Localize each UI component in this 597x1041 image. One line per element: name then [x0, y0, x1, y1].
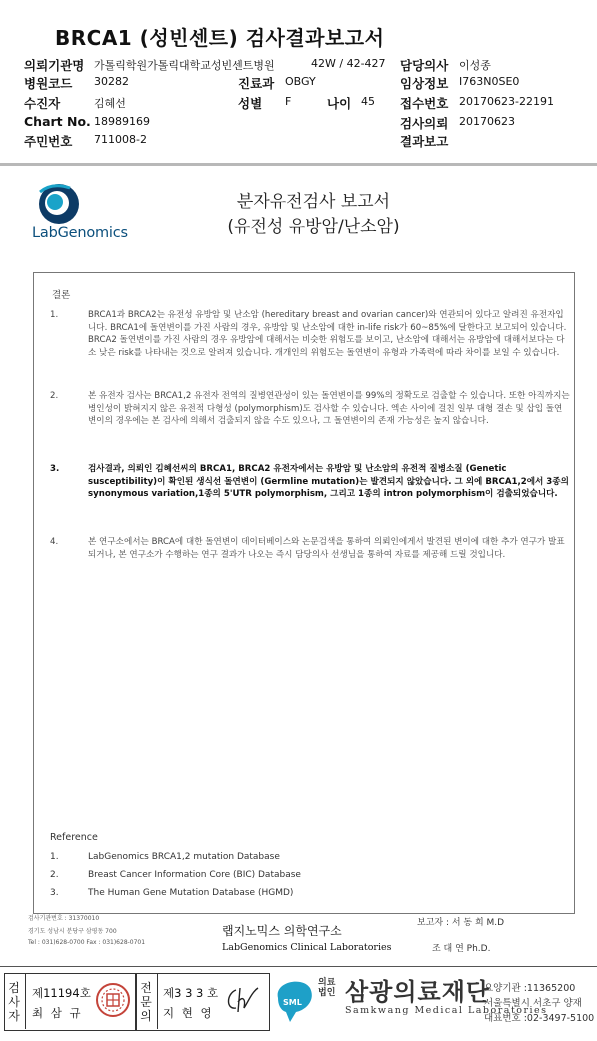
report-title: BRCA1 (성빈센트) 검사결과보고서	[55, 26, 385, 50]
org-phone: 대표번호 :02-3497-5100	[484, 1013, 595, 1024]
org-type: 의료법인	[318, 978, 336, 998]
value-receipt-no: 20170623-22191	[459, 95, 554, 108]
label-result-report: 결과보고	[400, 134, 449, 149]
specialist-license: 제3 3 3 호	[163, 986, 219, 1000]
specialist-name: 지 현 영	[163, 1006, 214, 1020]
label-resident-no: 주민번호	[24, 134, 73, 149]
label-department: 진료과	[238, 76, 275, 91]
org-address: 서울특별시 서초구 양재	[484, 998, 582, 1009]
value-chart-no: 18989169	[94, 115, 150, 128]
value-institution: 가톨릭학원가톨릭대학교성빈센트병원	[94, 59, 275, 72]
item-number: 2.	[50, 391, 59, 401]
divider	[0, 163, 597, 166]
specialist-label: 전문의	[140, 981, 152, 1023]
item-text: 본 유전자 검사는 BRCA1,2 유전자 전역의 질병연관성이 있는 돌연변이를 99%의 정확도로 검출할 수 있습니다. 또한 아직까지는 병인성이 밝혀지지 않은 유전적 다형성 (polymorphism)도 검사할 수 있습니다. 엑손 사이에 걸친 일부 대형 결손 및 삽입 돌연변이의 경우에는 본 검사에 의해서 검출되지 않을 수도 있으나, 그 돌연변이의 존재 가능성은 높지 않습니다.	[88, 391, 570, 427]
examiner-license: 제11194호	[32, 986, 91, 1000]
label-doctor: 담당의사	[400, 58, 449, 73]
value-doctor: 이성종	[459, 59, 491, 72]
value-age: 45	[361, 95, 375, 108]
value-clinical-info: I763N0SE0	[459, 75, 520, 88]
org-name-english: Samkwang Medical Laboratories	[345, 1005, 548, 1016]
labgenomics-logo-text: LabGenomics	[32, 225, 128, 241]
item-number: 3.	[50, 464, 60, 474]
label-request-date: 검사의뢰	[400, 116, 449, 131]
value-resident-no: 711008-2	[94, 133, 147, 146]
lab-address: 경기도 성남시 분당구 삼평동 700	[28, 928, 117, 935]
label-receipt-no: 접수번호	[400, 96, 449, 111]
value-request-date: 20170623	[459, 115, 515, 128]
label-chart-no: Chart No.	[24, 114, 91, 129]
item-text: 본 연구소에서는 BRCA에 대한 돌연변이 데이터베이스와 논문검색을 통하여 의뢰인에게서 발견된 변이에 대한 추가 연구가 발표되거나, 본 연구소가 수행하는 연구 결과가 나오는 즉시 담당의사 선생님을 통하여 자료를 제공해 드릴 것입니다.	[88, 537, 565, 560]
label-clinical-info: 임상정보	[400, 76, 449, 91]
value-ward: 42W / 42-427	[311, 57, 386, 70]
signature-icon	[222, 984, 262, 1016]
item-text: 검사결과, 의뢰인 김혜선씨의 BRCA1, BRCA2 유전자에서는 유방암 및 난소암의 유전적 질병소질 (Genetic susceptibility)이 확인된 생식선 돌연변이 (Germline mutation)는 발견되지 않았습니다. 그 외에 BRCA1,2에서 3종의 synonymous variation,1종의 5'UTR polymorphism, 그리고 1종의 intron polymorphism이 검출되었습니다.	[88, 464, 569, 500]
org-name: 삼광의료재단	[345, 978, 491, 1006]
lab-phone: Tel : 031)628-0700 Fax : 031)628-0701	[28, 939, 146, 946]
value-department: OBGY	[285, 75, 316, 88]
examiner-label: 검사자	[8, 981, 20, 1023]
reference-label: Reference	[50, 832, 98, 843]
org-care-code: 요양기관 :11365200	[484, 983, 576, 994]
report-sub-title: (유전성 유방암/난소암)	[227, 217, 400, 237]
report-main-title: 분자유전검사 보고서	[236, 192, 391, 212]
divider	[157, 973, 158, 1029]
seal-stamp-icon	[95, 982, 131, 1018]
ref-text: The Human Gene Mutation Database (HGMD)	[88, 888, 294, 898]
ref-number: 2.	[50, 870, 59, 880]
lab-license-no: 검사기관번호 : 31370010	[28, 915, 100, 922]
ref-number: 3.	[50, 888, 59, 898]
ref-number: 1.	[50, 852, 59, 862]
value-hospital-code: 30282	[94, 75, 129, 88]
examiner-name: 최 삼 규	[32, 1006, 83, 1020]
divider	[25, 973, 26, 1029]
lab-name-english: LabGenomics Clinical Laboratories	[222, 942, 392, 953]
label-sex: 성별	[238, 96, 263, 111]
sml-logo-icon	[272, 976, 316, 1026]
conclusion-label: 결론	[52, 290, 71, 301]
reporter-1: 보고자 : 서 동 희 M.D	[417, 918, 505, 928]
ref-text: Breast Cancer Information Core (BIC) Database	[88, 870, 301, 880]
ref-text: LabGenomics BRCA1,2 mutation Database	[88, 852, 280, 862]
label-hospital-code: 병원코드	[24, 76, 73, 91]
value-sex: F	[285, 95, 292, 108]
item-text: BRCA1과 BRCA2는 유전성 유방암 및 난소암 (hereditary breast and ovarian cancer)와 연관되어 있다고 알려진 유전자입니다. BRCA1에 돌연변이를 가진 사람의 경우, 유방암 및 난소암에 대한 in-life risk가 60~85%에 달한다고 보고되어 있습니다. BRCA2 돌연변이를 가진 사람의 경우 유방암에 대해서는 비슷한 위험도를 보이고, 난소암에 대해서는 유방암에 대해서보다는 다소 낮은 risk를 나타내는 것으로 알려져 있습니다. 개개인의 위험도는 돌연변이 유형과 가족력에 따라 차이를 보일 수 있습니다.	[88, 310, 567, 358]
sml-logo-text: SML	[283, 998, 302, 1007]
value-patient: 김혜선	[94, 97, 126, 110]
item-number: 1.	[50, 310, 59, 320]
lab-name-korean: 랩지노믹스 의학연구소	[222, 924, 342, 938]
label-patient: 수진자	[24, 96, 61, 111]
item-number: 4.	[50, 537, 59, 547]
label-institution: 의뢰기관명	[24, 58, 85, 73]
conclusion-box	[33, 272, 575, 914]
reporter-2: 조 대 연 Ph.D.	[432, 944, 491, 954]
label-age: 나이	[327, 96, 352, 111]
